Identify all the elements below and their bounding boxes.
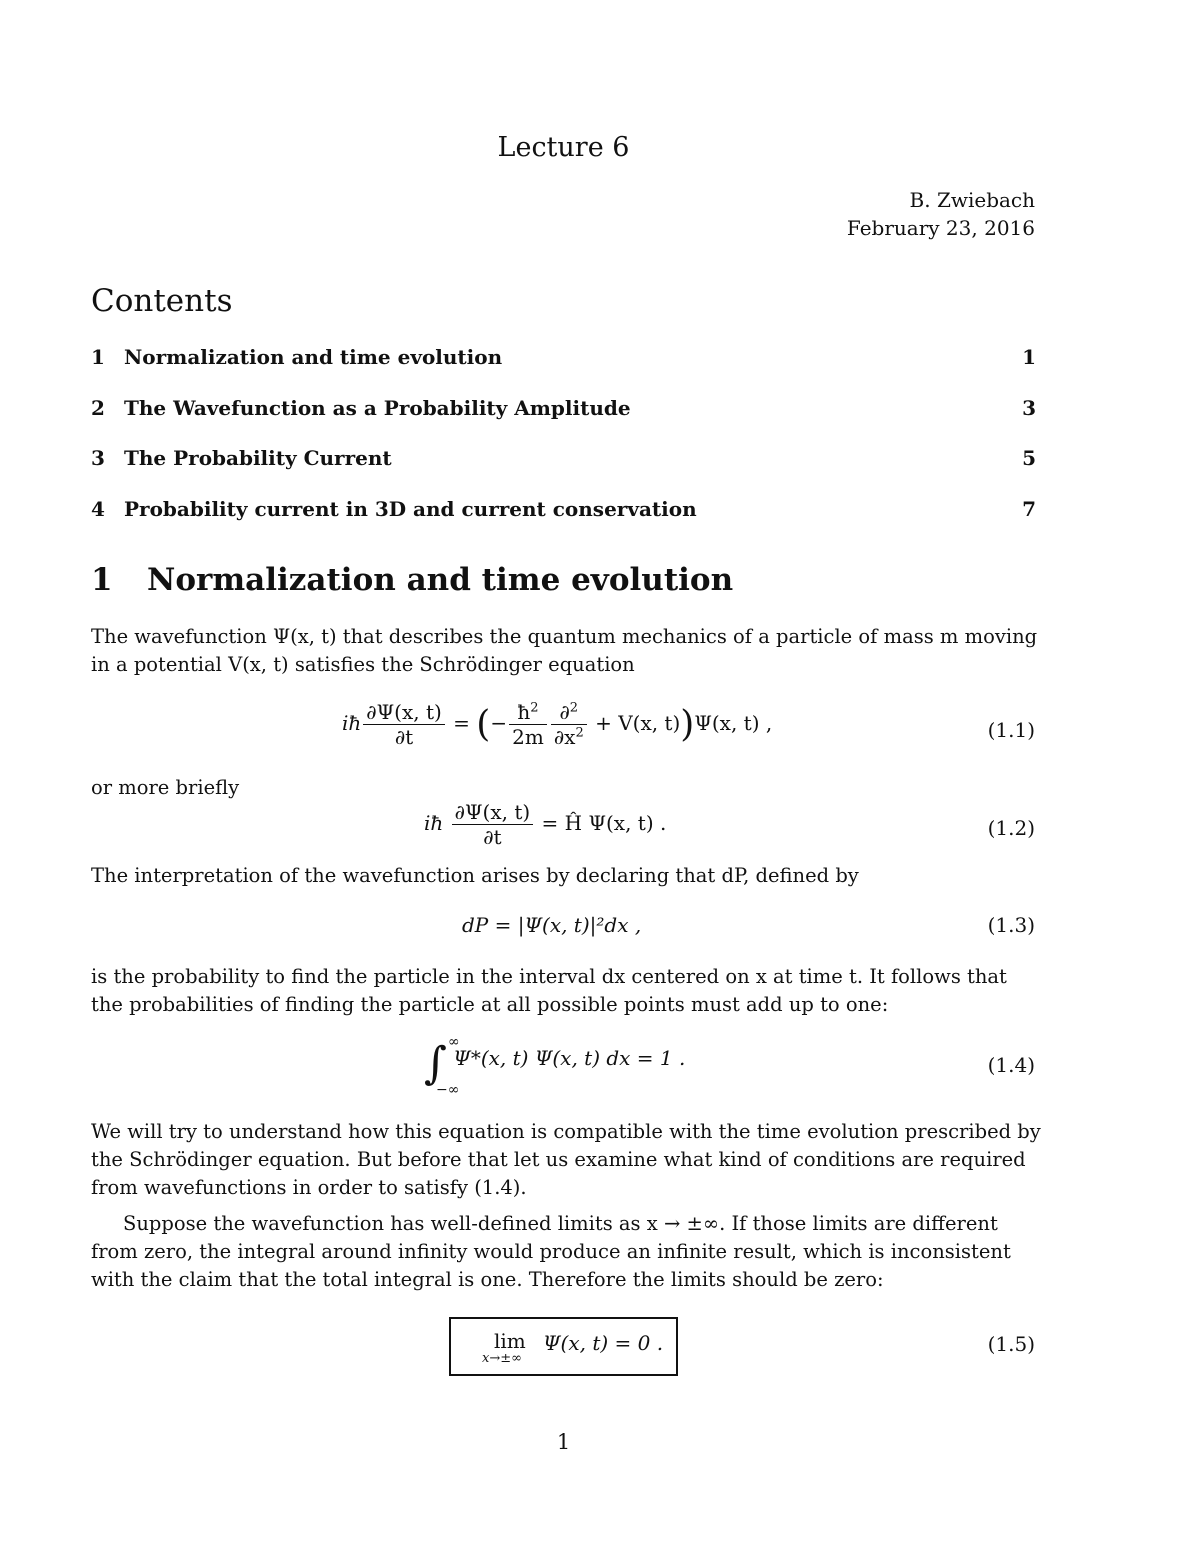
paragraph-line: The wavefunction Ψ(x, t) that describes the quantum mechanics of a particle of mass m moving bbox=[91, 625, 1038, 648]
equation-1-1: iħ $\frac{\partial\Psi(x, t)}{\partial t}$ = (− $\frac{ħ^2}{2m}$ $\frac{\partial^2}{\partial x^2}$ + V(x, t))Ψ(x, t) , bbox=[342, 700, 773, 749]
paragraph-line: We will try to understand how this equation is compatible with the time evolution prescribed by bbox=[91, 1120, 1041, 1143]
eq-tail: Ψ(x, t) , bbox=[694, 711, 773, 735]
lecture-title: Lecture 6 bbox=[497, 132, 630, 163]
toc-entry-number: 3 bbox=[91, 446, 105, 470]
paragraph-line: Suppose the wavefunction has well-defined limits as x → ±∞. If those limits are different bbox=[123, 1212, 998, 1235]
equation-1-4 bbox=[424, 1034, 686, 1098]
paragraph-line: or more briefly bbox=[91, 776, 240, 799]
section-number: 1 bbox=[91, 562, 113, 598]
toc-entry-label: The Wavefunction as a Probability Amplitude bbox=[124, 396, 631, 420]
paragraph-line: with the claim that the total integral is one. Therefore the limits should be zero: bbox=[91, 1268, 884, 1291]
eq-potential: + V(x, t) bbox=[595, 711, 681, 735]
toc-entry-number: 1 bbox=[91, 345, 105, 369]
limit-operator: lim bbox=[494, 1329, 526, 1353]
paragraph-briefly bbox=[91, 774, 1036, 802]
paragraph-line: from zero, the integral around infinity would produce an infinite result, which is inconsistent bbox=[91, 1240, 1011, 1263]
toc-entry-number: 4 bbox=[91, 497, 105, 521]
paragraph-line: the probabilities of finding the particle at all possible points must add up to one: bbox=[91, 993, 889, 1016]
equation-1-2: iħ $\frac{\partial\Psi(x, t)}{\partial t}$ = Ĥ Ψ(x, t) . bbox=[424, 800, 667, 849]
integral-sign: ∫ bbox=[424, 1038, 447, 1089]
paragraph-interpretation bbox=[91, 862, 1036, 890]
equation-1-3: dP = |Ψ(x, t)|²dx , bbox=[462, 913, 642, 937]
eq-denominator: ∂t bbox=[483, 825, 502, 849]
page-number: 1 bbox=[556, 1430, 571, 1454]
toc-entry-label: The Probability Current bbox=[124, 446, 392, 470]
paragraph-line: The interpretation of the wavefunction arises by declaring that dP, defined by bbox=[91, 864, 859, 887]
equation-number: (1.1) bbox=[987, 718, 1035, 742]
integrand: Ψ*(x, t) Ψ(x, t) dx = 1 . bbox=[453, 1046, 686, 1070]
integral-lower-limit: −∞ bbox=[436, 1082, 460, 1098]
integral-upper-limit: ∞ bbox=[448, 1034, 460, 1050]
eq-denominator: ∂t bbox=[394, 725, 414, 749]
paragraph-intro bbox=[91, 623, 1036, 679]
toc-entry-label: Normalization and time evolution bbox=[124, 345, 503, 369]
equation-number: (1.4) bbox=[987, 1053, 1035, 1077]
toc-entry-label: Probability current in 3D and current conservation bbox=[124, 497, 697, 521]
equation-number: (1.2) bbox=[987, 816, 1035, 840]
paragraph-line: is the probability to find the particle in the interval dx centered on x at time t. It follows that bbox=[91, 965, 1007, 988]
section-heading bbox=[91, 562, 733, 598]
section-title: Normalization and time evolution bbox=[147, 562, 734, 598]
paragraph-limits bbox=[91, 1210, 1036, 1294]
paragraph-line: from wavefunctions in order to satisfy (1.4). bbox=[91, 1176, 527, 1199]
limit-body: Ψ(x, t) = 0 . bbox=[543, 1331, 664, 1355]
paragraph-line: the Schrödinger equation. But before that let us examine what kind of conditions are required bbox=[91, 1148, 1026, 1171]
paragraph-probability bbox=[91, 963, 1036, 1019]
eq-numerator: ∂Ψ(x, t) bbox=[452, 800, 534, 825]
eq-rhs: = Ĥ Ψ(x, t) . bbox=[541, 811, 667, 835]
date: February 23, 2016 bbox=[846, 216, 1035, 240]
eq-numerator: ∂Ψ(x, t) bbox=[363, 700, 445, 725]
contents-heading: Contents bbox=[91, 283, 233, 319]
toc-entry-page: 1 bbox=[1022, 345, 1036, 369]
paragraph-line: in a potential V(x, t) satisfies the Schrödinger equation bbox=[91, 653, 635, 676]
toc-entry-number: 2 bbox=[91, 396, 105, 420]
toc-entry-page: 5 bbox=[1022, 446, 1036, 470]
boxed-equation-1-5 bbox=[449, 1317, 678, 1376]
toc-entry-page: 7 bbox=[1022, 497, 1036, 521]
author: B. Zwiebach bbox=[909, 188, 1035, 212]
paragraph-compatibility bbox=[91, 1118, 1041, 1202]
equation-number: (1.5) bbox=[987, 1332, 1035, 1356]
limit-subscript: x→±∞ bbox=[482, 1351, 522, 1366]
toc-entry-page: 3 bbox=[1022, 396, 1036, 420]
equation-number: (1.3) bbox=[987, 913, 1035, 937]
